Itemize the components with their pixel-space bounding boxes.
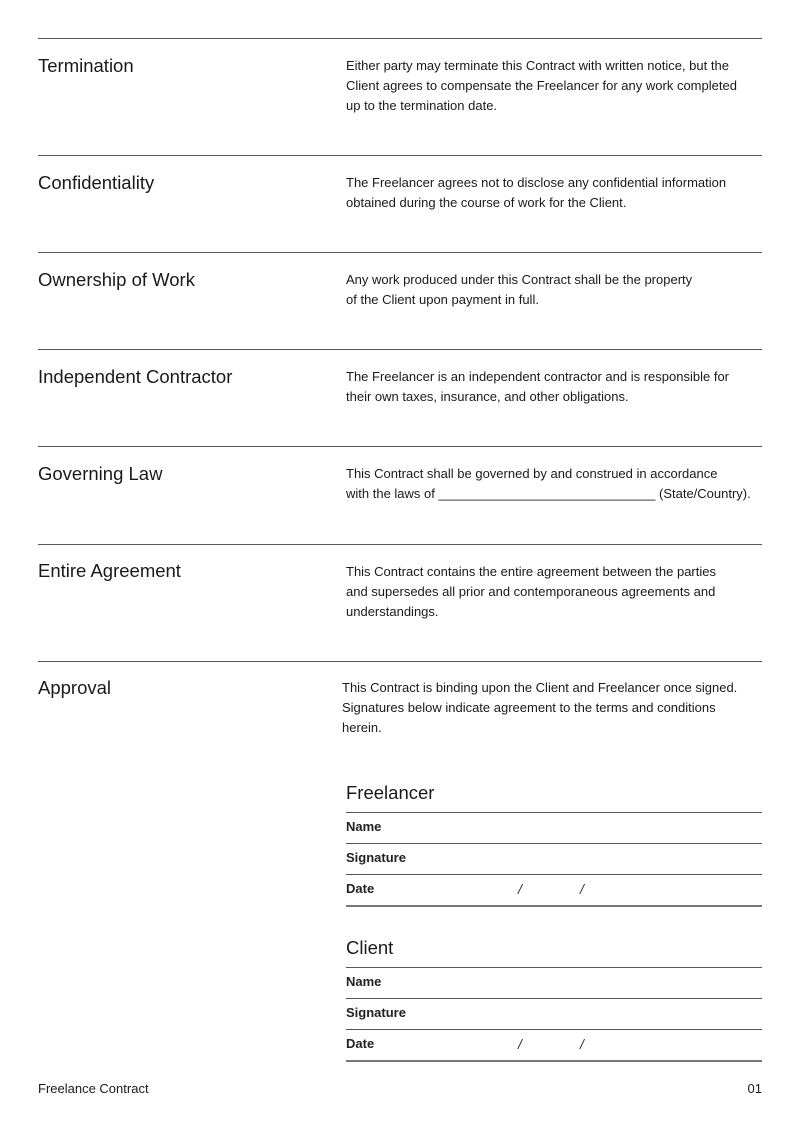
footer-title: Freelance Contract <box>38 1081 149 1096</box>
text-line: understandings. <box>346 604 439 619</box>
text-line: This Contract is binding upon the Client and Freelancer once signed. <box>342 680 738 695</box>
section-body <box>346 56 737 116</box>
signature-field-label[interactable]: Signature <box>346 1005 406 1020</box>
date-separator: / <box>518 1036 522 1052</box>
section-title: Approval <box>38 677 112 698</box>
name-field-label[interactable]: Name <box>346 819 382 834</box>
section-title: Confidentiality <box>38 172 155 193</box>
rule <box>346 812 762 813</box>
rule <box>38 349 762 350</box>
rule <box>38 446 762 447</box>
page-number: 01 <box>747 1081 762 1096</box>
text-line: Client agrees to compensate the Freelancer for any work completed <box>346 78 737 93</box>
text-line: their own taxes, insurance, and other obligations. <box>346 389 629 404</box>
rule <box>346 905 762 907</box>
signature-field-label[interactable]: Signature <box>346 850 406 865</box>
rule <box>38 544 762 545</box>
section-title: Independent Contractor <box>38 366 233 387</box>
party-heading: Freelancer <box>346 782 435 803</box>
text-line: herein. <box>342 720 382 735</box>
date-separator: / <box>580 1036 584 1052</box>
rule <box>38 661 762 662</box>
party-heading: Client <box>346 937 394 958</box>
rule <box>38 252 762 253</box>
text-line: This Contract shall be governed by and construed in accordance <box>346 466 718 481</box>
rule <box>346 1060 762 1062</box>
section-body <box>346 464 751 504</box>
text-line: Either party may terminate this Contract with written notice, but the <box>346 58 729 73</box>
rule <box>346 967 762 968</box>
section-title: Ownership of Work <box>38 269 195 290</box>
date-separator: / <box>518 881 522 897</box>
rule <box>38 155 762 156</box>
rule <box>346 874 762 875</box>
text-line: The Freelancer is an independent contractor and is responsible for <box>346 369 729 384</box>
text-line: This Contract contains the entire agreement between the parties <box>346 564 716 579</box>
date-field-label[interactable]: Date <box>346 1036 375 1051</box>
text-line: of the Client upon payment in full. <box>346 292 539 307</box>
text-line: with the laws of ______________________________ (State/Country). <box>346 486 751 501</box>
text-line: Signatures below indicate agreement to the terms and conditions <box>342 700 716 715</box>
rule <box>346 998 762 999</box>
rule <box>38 38 762 39</box>
text-line: up to the termination date. <box>346 98 498 113</box>
rule <box>346 1029 762 1030</box>
text-line: The Freelancer agrees not to disclose any confidential information <box>346 175 727 190</box>
text-line: Any work produced under this Contract shall be the property <box>346 272 693 287</box>
section-title: Entire Agreement <box>38 560 181 581</box>
name-field-label[interactable]: Name <box>346 974 382 989</box>
section-body <box>346 270 692 310</box>
text-line: and supersedes all prior and contemporaneous agreements and <box>346 584 716 599</box>
date-field-label[interactable]: Date <box>346 881 375 896</box>
section-body <box>342 678 737 738</box>
rule <box>346 843 762 844</box>
date-separator: / <box>580 881 584 897</box>
section-body <box>346 173 726 213</box>
section-title: Termination <box>38 55 134 76</box>
section-title: Governing Law <box>38 463 163 484</box>
section-body <box>346 562 716 622</box>
text-line: obtained during the course of work for the Client. <box>346 195 627 210</box>
section-body <box>346 367 729 407</box>
